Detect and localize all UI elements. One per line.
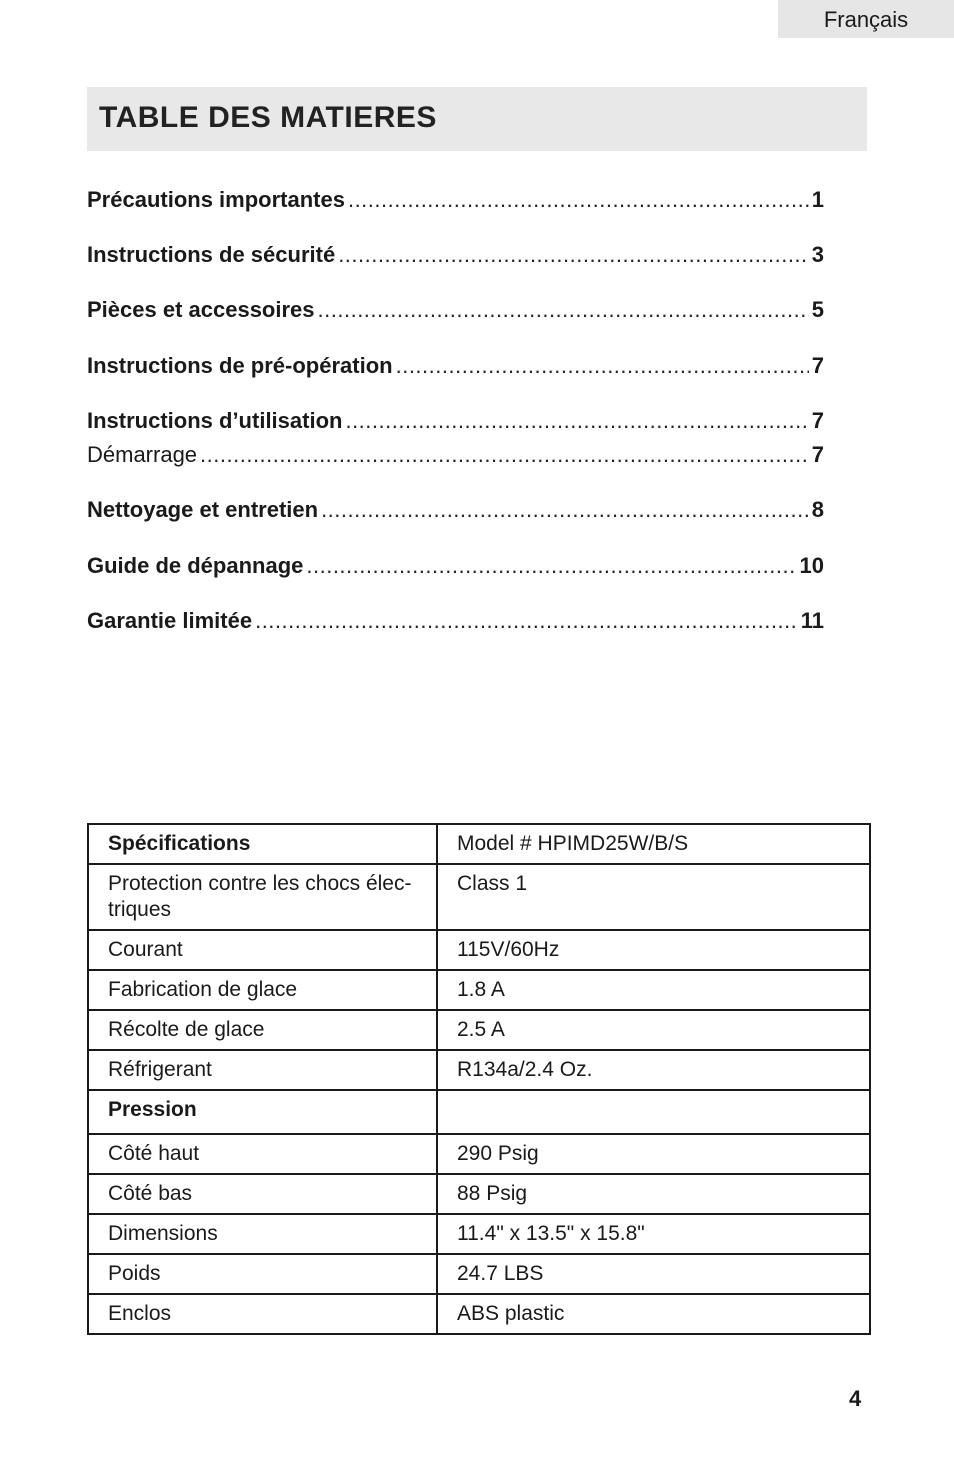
toc-leader bbox=[396, 353, 809, 379]
table-row bbox=[88, 1254, 870, 1294]
toc-label: Instructions d’utilisation bbox=[87, 408, 343, 433]
toc-entry-nettoyage[interactable] bbox=[87, 497, 824, 527]
table-row bbox=[88, 970, 870, 1010]
table-row bbox=[88, 824, 870, 864]
spec-value: 290 Psig bbox=[437, 1134, 870, 1174]
toc-leader bbox=[200, 442, 809, 468]
spec-label: Récolte de glace bbox=[88, 1010, 437, 1050]
spec-label: Courant bbox=[88, 930, 437, 970]
toc-leader bbox=[321, 497, 809, 523]
table-row bbox=[88, 1214, 870, 1254]
table-row bbox=[88, 1010, 870, 1050]
table-row bbox=[88, 864, 870, 930]
toc-leader bbox=[255, 608, 798, 634]
spec-label: Côté haut bbox=[88, 1134, 437, 1174]
spec-value: 24.7 LBS bbox=[437, 1254, 870, 1294]
spec-label: Côté bas bbox=[88, 1174, 437, 1214]
toc-label: Démarrage bbox=[87, 442, 198, 467]
toc-label: Pièces et accessoires bbox=[87, 297, 315, 322]
toc-entry-securite[interactable] bbox=[87, 242, 824, 272]
spec-value: 88 Psig bbox=[437, 1174, 870, 1214]
toc-leader bbox=[345, 408, 808, 434]
spec-label: Poids bbox=[88, 1254, 437, 1294]
spec-label: Réfrigerant bbox=[88, 1050, 437, 1090]
toc-entry-demarrage[interactable] bbox=[87, 442, 824, 472]
language-tab: Français bbox=[778, 0, 954, 38]
toc-page-number: 3 bbox=[811, 242, 824, 267]
toc-page-number: 7 bbox=[811, 353, 824, 378]
table-row bbox=[88, 1174, 870, 1214]
specifications-table bbox=[87, 823, 871, 1335]
table-row bbox=[88, 1294, 870, 1334]
spec-value: 11.4" x 13.5" x 15.8" bbox=[437, 1214, 870, 1254]
spec-value: ABS plastic bbox=[437, 1294, 870, 1334]
toc-page-number: 7 bbox=[811, 408, 824, 433]
toc-label: Instructions de pré-opération bbox=[87, 353, 393, 378]
toc-label: Nettoyage et entretien bbox=[87, 497, 319, 522]
page-number: 4 bbox=[849, 1386, 862, 1411]
toc-entry-pre-operation[interactable] bbox=[87, 353, 824, 383]
spec-value bbox=[437, 1090, 870, 1134]
toc-page-number: 7 bbox=[811, 442, 824, 467]
toc-entry-precautions[interactable] bbox=[87, 187, 824, 217]
toc-label: Guide de dépannage bbox=[87, 553, 304, 578]
toc-leader bbox=[306, 553, 796, 579]
toc-leader bbox=[348, 187, 809, 213]
table-row bbox=[88, 1134, 870, 1174]
spec-label: Enclos bbox=[88, 1294, 437, 1334]
spec-label: Protection contre les chocs élec-triques bbox=[88, 864, 437, 930]
toc-page-number: 1 bbox=[811, 187, 824, 212]
spec-label: Dimensions bbox=[88, 1214, 437, 1254]
spec-value: R134a/2.4 Oz. bbox=[437, 1050, 870, 1090]
spec-value: 1.8 A bbox=[437, 970, 870, 1010]
toc-label: Instructions de sécurité bbox=[87, 242, 336, 267]
toc-entry-utilisation[interactable] bbox=[87, 408, 824, 438]
toc-page-number: 8 bbox=[811, 497, 824, 522]
toc-leader bbox=[338, 242, 809, 268]
spec-value: Class 1 bbox=[437, 864, 870, 930]
spec-value: Model # HPIMD25W/B/S bbox=[437, 824, 870, 864]
toc-leader bbox=[318, 297, 809, 323]
page-title: TABLE DES MATIERES bbox=[99, 101, 437, 134]
toc-label: Garantie limitée bbox=[87, 608, 253, 633]
spec-label: Spécifications bbox=[88, 824, 437, 864]
table-row bbox=[88, 1090, 870, 1134]
toc-page-number: 11 bbox=[800, 608, 824, 633]
table-row bbox=[88, 1050, 870, 1090]
title-band bbox=[87, 87, 867, 151]
toc-page-number: 10 bbox=[799, 553, 824, 578]
spec-label: Pression bbox=[88, 1090, 437, 1134]
table-row bbox=[88, 930, 870, 970]
toc-entry-garantie[interactable] bbox=[87, 608, 824, 638]
spec-value: 2.5 A bbox=[437, 1010, 870, 1050]
toc-label: Précautions importantes bbox=[87, 187, 345, 212]
toc-page-number: 5 bbox=[811, 297, 824, 322]
spec-value: 115V/60Hz bbox=[437, 930, 870, 970]
toc-entry-depannage[interactable] bbox=[87, 553, 824, 583]
spec-label: Fabrication de glace bbox=[88, 970, 437, 1010]
toc-entry-pieces[interactable] bbox=[87, 297, 824, 327]
